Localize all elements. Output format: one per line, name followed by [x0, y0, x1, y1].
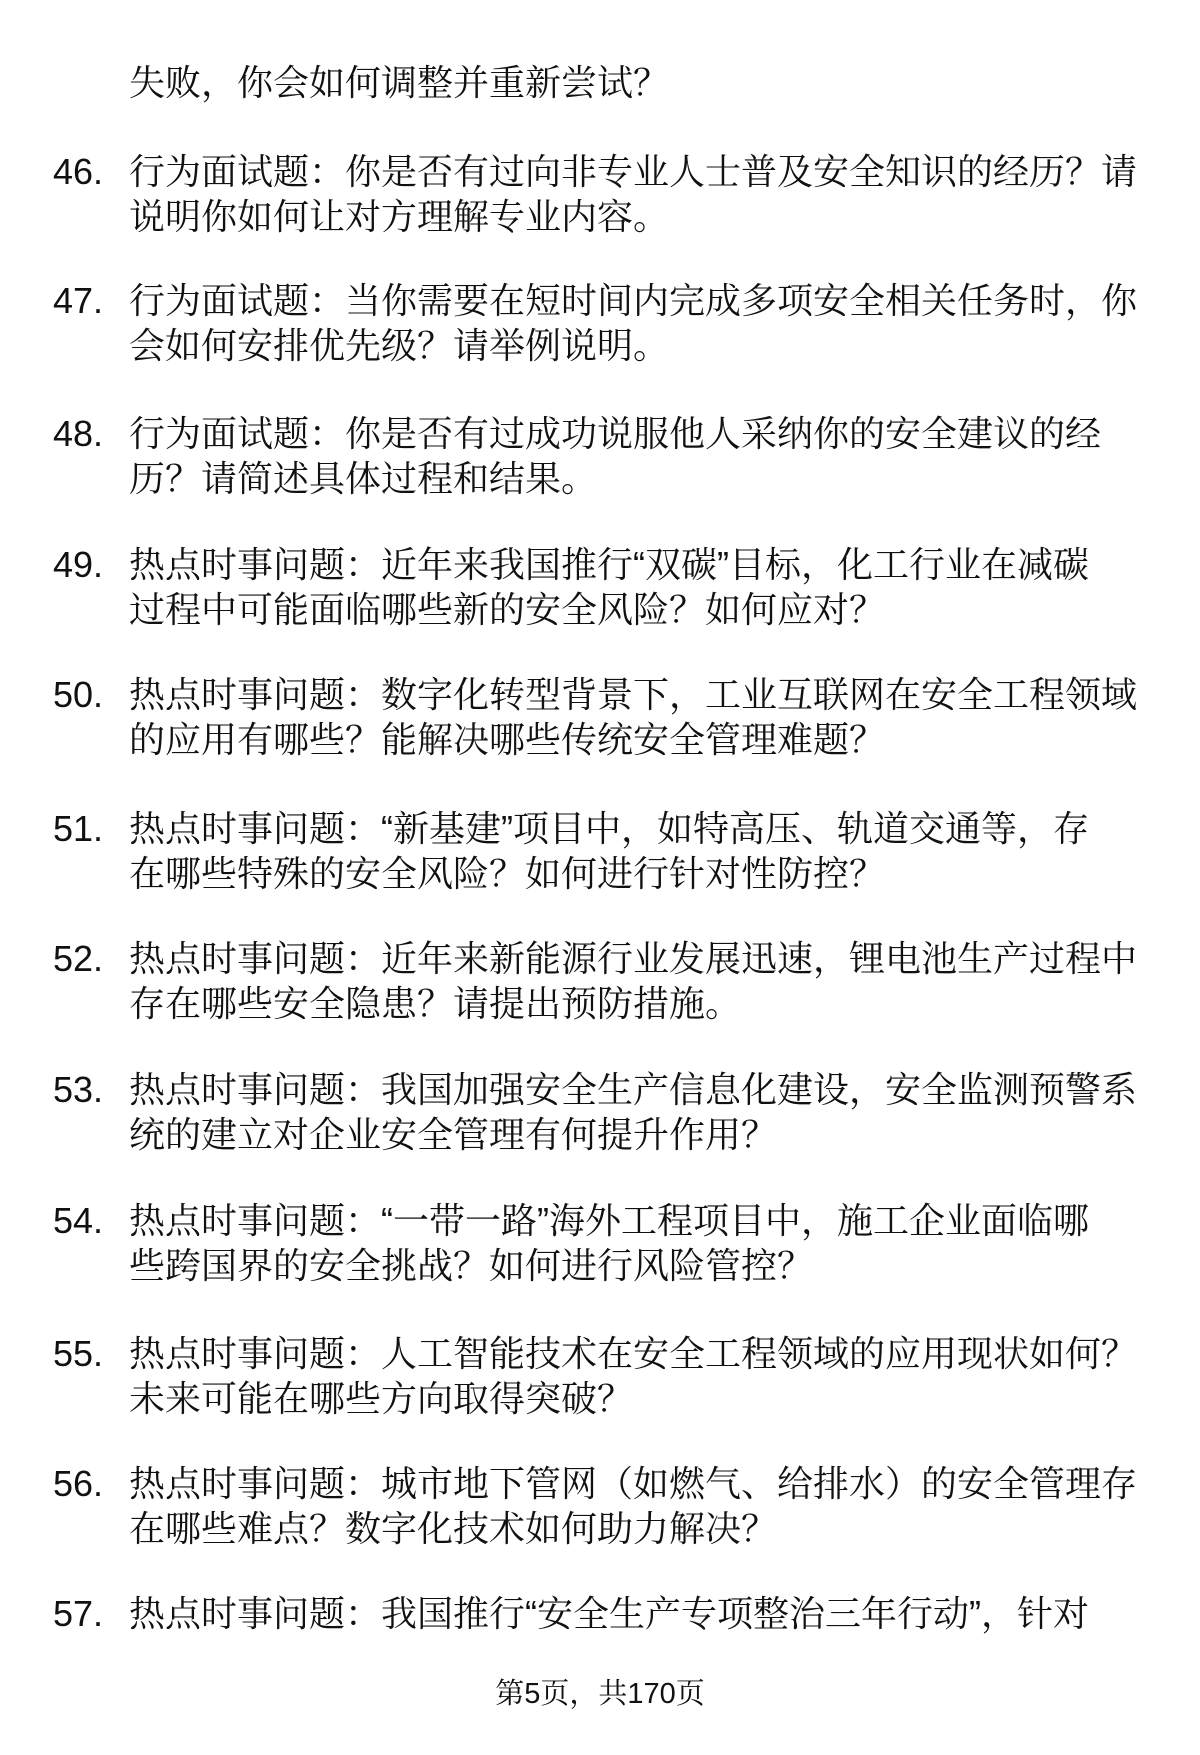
continuation-text: 失败，你会如何调整并重新尝试？ — [129, 62, 670, 103]
question-text-line: 统的建立对企业安全管理有何提升作用？ — [129, 1114, 778, 1155]
question-text-line: 的应用有哪些？能解决哪些传统安全管理难题？ — [129, 719, 886, 760]
question-number: 51. — [53, 808, 104, 849]
question-text-line: 些跨国界的安全挑战？如何进行风险管控？ — [129, 1245, 814, 1286]
question-text-line: 历？请简述具体过程和结果。 — [129, 458, 598, 499]
question-number: 46. — [53, 151, 104, 192]
question-number: 49. — [53, 544, 104, 585]
page-number: 第5页，共170页 — [495, 1678, 705, 1710]
question-text-line: 行为面试题：你是否有过成功说服他人采纳你的安全建议的经 — [129, 413, 1102, 454]
question-number: 47. — [53, 280, 104, 321]
question-number: 56. — [53, 1463, 104, 1504]
question-text-line: 会如何安排优先级？请举例说明。 — [129, 325, 670, 366]
question-number: 48. — [53, 413, 104, 454]
question-text-line: 热点时事问题：我国推行“安全生产专项整治三年行动”，针对 — [129, 1593, 1089, 1634]
question-text-line: 热点时事问题：数字化转型背景下，工业互联网在安全工程领域 — [129, 674, 1138, 715]
question-text-line: 行为面试题：你是否有过向非专业人士普及安全知识的经历？请 — [129, 151, 1138, 192]
question-text-line: 在哪些特殊的安全风险？如何进行针对性防控？ — [129, 853, 886, 894]
question-number: 50. — [53, 674, 104, 715]
question-text-line: 热点时事问题：我国加强安全生产信息化建设，安全监测预警系 — [129, 1069, 1138, 1110]
question-text-line: 说明你如何让对方理解专业内容。 — [129, 196, 670, 237]
question-text-line: 过程中可能面临哪些新的安全风险？如何应对？ — [129, 589, 886, 630]
question-text-line: 行为面试题：当你需要在短时间内完成多项安全相关任务时，你 — [129, 280, 1138, 321]
question-text-line: 在哪些难点？数字化技术如何助力解决？ — [129, 1508, 778, 1549]
question-text-line: 热点时事问题：城市地下管网（如燃气、给排水）的安全管理存 — [129, 1463, 1138, 1504]
question-text-line: 存在哪些安全隐患？请提出预防措施。 — [129, 983, 742, 1024]
question-number: 52. — [53, 938, 104, 979]
question-text-line: 热点时事问题：“一带一路”海外工程项目中，施工企业面临哪 — [129, 1200, 1089, 1241]
question-text-line: 未来可能在哪些方向取得突破？ — [129, 1378, 634, 1419]
question-text-line: 热点时事问题：近年来我国推行“双碳”目标，化工行业在减碳 — [129, 544, 1089, 585]
question-number: 55. — [53, 1333, 104, 1374]
question-text-line: 热点时事问题：人工智能技术在安全工程领域的应用现状如何？ — [129, 1333, 1138, 1374]
question-text-line: 热点时事问题：近年来新能源行业发展迅速，锂电池生产过程中 — [129, 938, 1138, 979]
question-number: 57. — [53, 1593, 104, 1634]
question-number: 54. — [53, 1200, 104, 1241]
question-text-line: 热点时事问题：“新基建”项目中，如特高压、轨道交通等，存 — [129, 808, 1089, 849]
question-number: 53. — [53, 1069, 104, 1110]
